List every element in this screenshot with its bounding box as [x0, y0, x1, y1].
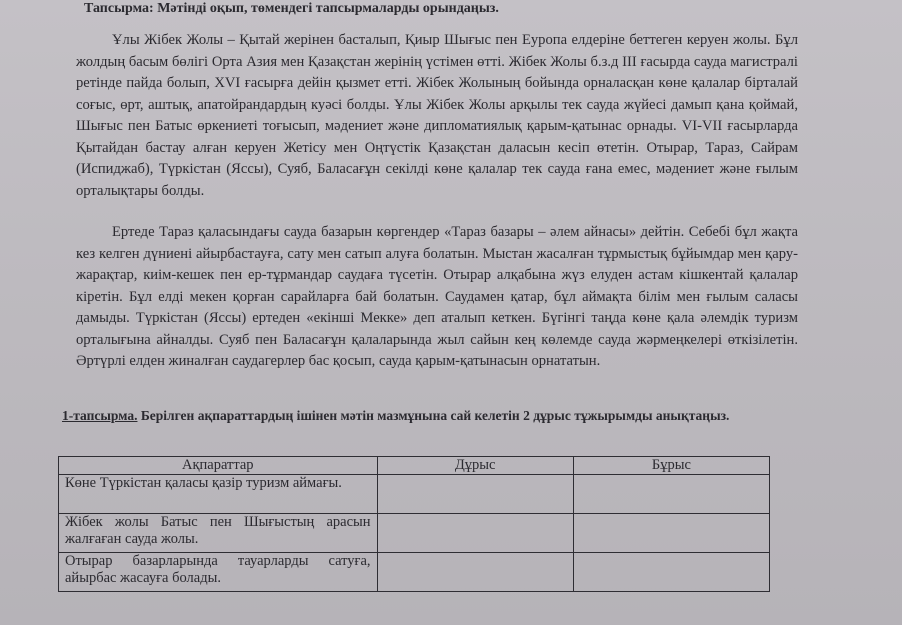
worksheet-heading: Тапсырма: Мәтінді оқып, төмендегі тапсырмаларды орындаңыз. — [84, 1, 499, 16]
column-header-correct: Дұрыс — [377, 457, 573, 475]
table-row — [59, 553, 770, 592]
statement-cell: Жібек жолы Батыс пен Шығыстың арасын жалғаған сауда жолы. — [59, 514, 378, 553]
table-row — [59, 475, 770, 514]
text-paragraph-2: Ертеде Тараз қаласындағы сауда базарын көргендер «Тараз базары – әлем айнасы» дейтін. Себебі бұл жақта кез келген дүниені айырбастауға, сату мен сатып алуға болатын. Мыстан жасалған тұрмыстық бұйымдар мен қару-жарақтар, киім-кешек пен ер-тұрмандар саудаға түсетін. Отырар алқабына жүз елуден астам кішкентай қалалар кіретін. Бұл елді мекен қорған сарайларға бай болатын. Саудамен қатар, бұл аймақта білім мен ғылым саласы дамыды. Түркістан (Яссы) ертеден «екінші Мекке» деп аталып кеткен. Бүгінгі таңда көне қала әлемдік туризм орталығына айналды. Суяб пен Баласағұн қалаларында жыл сайын кең көлемде сауда жәрмеңкелері өткізілетін. Әртүрлі елден жиналған саудагерлер бас қосып, сауда қарым-қатынасын орнататын. — [76, 224, 798, 369]
task-number: 1-тапсырма. — [62, 408, 138, 423]
column-header-info: Ақпараттар — [59, 457, 378, 475]
statement-cell: Көне Түркістан қаласы қазір туризм аймағы. — [59, 475, 378, 514]
correct-answer-cell[interactable] — [377, 475, 573, 514]
wrong-answer-cell[interactable] — [573, 475, 769, 514]
wrong-answer-cell[interactable] — [573, 553, 769, 592]
task-1-instruction — [62, 406, 822, 425]
correct-answer-cell[interactable] — [377, 553, 573, 592]
wrong-answer-cell[interactable] — [573, 514, 769, 553]
task-text: Берілген ақпараттардың ішінен мәтін мазмұнына сай келетін 2 дұрыс тұжырымды анықтаңыз. — [137, 408, 730, 423]
column-header-wrong: Бұрыс — [573, 457, 769, 475]
text-paragraph-1: Ұлы Жібек Жолы – Қытай жерінен басталып, Қиыр Шығыс пен Еуропа елдеріне беттеген керуен жолы. Бұл жолдың басым бөлігі Орта Азия мен Қазақстан жерінің үстімен өтті. Жібек Жолы б.з.д III ғасырда сауда магистралі ретінде пайда болып, XVI ғасырға дейін қызмет етті. Жібек Жолының бойында орналасқан көне қалалар бірталай соғыс, өрт, аштық, апатойрандардың куәсі болды. Ұлы Жібек Жолы арқылы тек сауда жүйесі дамып қана қоймай, Шығыс пен Батыс өркениеті тоғысып, мәдениет және дипломатиялық қарым-қатынас орнады. VI-VII ғасырларда Қытайдан бастау алған керуен Жетісу мен Оңтүстік Қазақстан даласын кесіп өтетін. Отырар, Тараз, Сайрам (Испиджаб), Түркістан (Яссы), Суяб, Баласағұн секілді көне қалалар тек сауда ғана емес, мәдениет және ғылым орталықтары болды. — [76, 32, 798, 199]
statement-cell: Отырар базарларында тауарларды сатуға, айырбас жасауға болады. — [59, 553, 378, 592]
table-header-row — [59, 457, 770, 475]
statements-table — [58, 456, 770, 592]
correct-answer-cell[interactable] — [377, 514, 573, 553]
table-row — [59, 514, 770, 553]
